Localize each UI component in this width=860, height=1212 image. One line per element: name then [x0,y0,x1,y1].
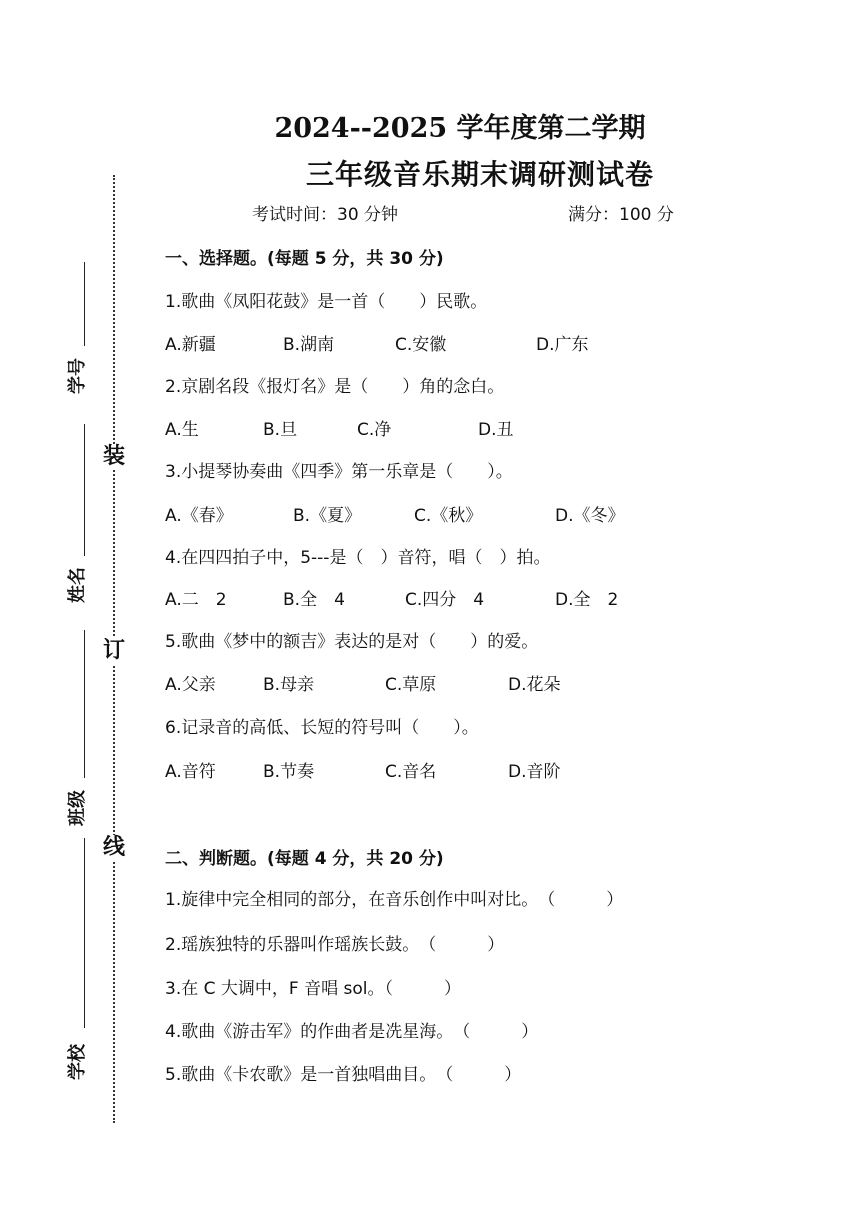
choice-option: B.《夏》 [293,506,362,526]
choice-question: 4.在四四拍子中，5---是（ ）音符，唱（ ）拍。 [165,548,551,568]
choice-option: B.旦 [263,420,298,440]
choice-question: 3.小提琴协奏曲《四季》第一乐章是（ ）。 [165,462,513,482]
class-line [84,630,85,778]
choice-option: C.安徽 [395,335,447,355]
judge-question: 3.在 C 大调中，F 音唱 sol。（ ） [165,979,461,999]
binding-char-xian: 线 [102,835,125,860]
choice-option: A.音符 [165,762,216,782]
school-label: 学校 [67,1044,88,1080]
choice-option: A.二 2 [165,590,227,610]
choice-option: D.花朵 [508,675,561,695]
choice-option: B.母亲 [263,675,315,695]
section1-heading: 一、选择题。(每题 5 分，共 30 分) [165,249,444,269]
exam-time: 考试时间：30 分钟 [252,205,399,225]
choice-option: D.《冬》 [555,506,625,526]
judge-question: 4.歌曲《游击军》的作曲者是冼星海。 （ ） [165,1022,539,1042]
choice-option: D.全 2 [555,590,619,610]
choice-question: 1.歌曲《凤阳花鼓》是一首（ ）民歌。 [165,292,488,312]
full-score: 满分：100 分 [568,205,674,225]
judge-question: 2.瑶族独特的乐器叫作瑶族长鼓。 （ ） [165,935,505,955]
judge-question: 1.旋律中完全相同的部分，在音乐创作中叫对比。 （ ） [165,890,624,910]
name-line [84,424,85,556]
student-id-line [84,262,85,346]
choice-option: C.《秋》 [414,506,483,526]
school-line [84,838,85,1028]
choice-option: C.四分 4 [405,590,485,610]
choice-option: C.净 [357,420,392,440]
name-label: 姓名 [67,567,88,603]
binding-char-zhuang: 装 [102,444,125,469]
section2-heading: 二、判断题。(每题 4 分，共 20 分) [165,849,444,869]
choice-question: 2.京剧名段《报灯名》是（ ）角的念白。 [165,377,505,397]
choice-option: D.音阶 [508,762,561,782]
choice-option: D.广东 [536,335,589,355]
choice-option: B.全 4 [283,590,345,610]
class-label: 班级 [67,790,88,826]
exam-title-line1: 2024--2025 学年度第二学期 [274,113,646,144]
choice-option: D.丑 [478,420,514,440]
student-id-label: 学号 [67,358,88,394]
choice-option: B.湖南 [283,335,335,355]
choice-question: 5.歌曲《梦中的额吉》表达的是对（ ）的爱。 [165,632,539,652]
choice-question: 6.记录音的高低、长短的符号叫（ ）。 [165,718,479,738]
choice-option: C.音名 [385,762,437,782]
choice-option: A.生 [165,420,199,440]
choice-option: A.《春》 [165,506,233,526]
binding-char-ding: 订 [102,638,125,663]
choice-option: A.新疆 [165,335,216,355]
judge-question: 5.歌曲《卡农歌》是一首独唱曲目。 （ ） [165,1065,522,1085]
choice-option: C.草原 [385,675,437,695]
choice-option: B.节奏 [263,762,315,782]
exam-title-line2: 三年级音乐期末调研测试卷 [305,158,654,191]
choice-option: A.父亲 [165,675,216,695]
